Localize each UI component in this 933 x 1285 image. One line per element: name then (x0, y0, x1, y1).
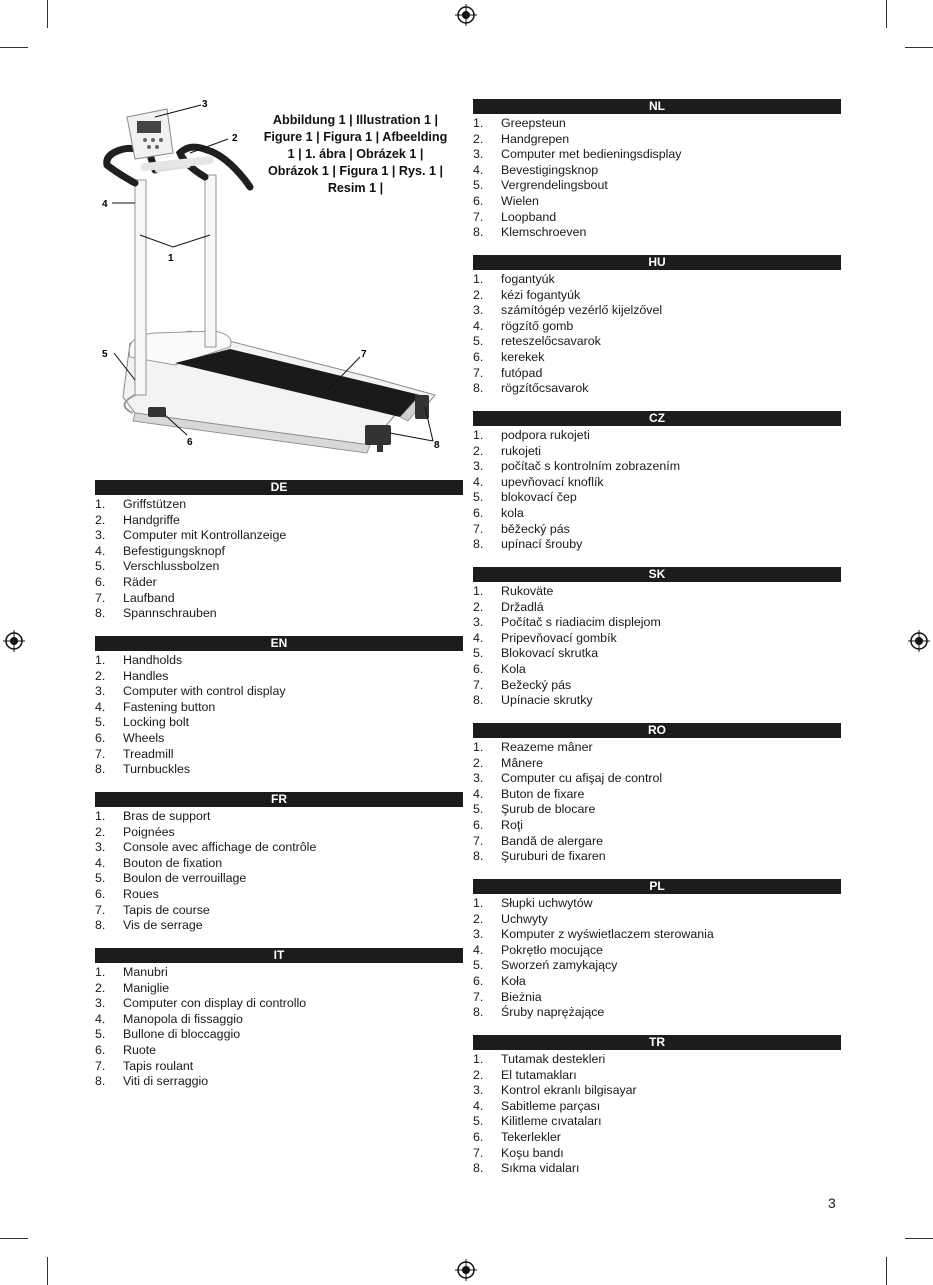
list-item: 8. Turnbuckles (95, 762, 191, 777)
list-item: 8. Klemschroeven (473, 225, 587, 240)
list-item: 1. Greepsteun (473, 116, 566, 130)
section-heading: TR (473, 1035, 841, 1050)
list-item: 2. Handgriffe (95, 512, 180, 527)
section-en (95, 636, 463, 778)
list-item: 7. Bežecký pás (473, 677, 572, 692)
list-item: 8. Upínacie skrutky (473, 693, 593, 708)
list-item: 5. Locking bolt (95, 715, 190, 730)
crop-mark (0, 1238, 28, 1239)
section-de (95, 480, 463, 622)
list-item: 5. Kilitleme cıvataları (473, 1114, 602, 1129)
list-item: 7. Tapis roulant (95, 1058, 194, 1073)
registration-mark-icon (455, 4, 477, 26)
list-item: 3. számítógép vezérlő kijelzővel (473, 303, 663, 318)
callout-label: 6 (187, 437, 193, 448)
list-item: 2. kézi fogantyúk (473, 287, 581, 302)
list-item: 4. Pripevňovací gombík (473, 630, 617, 645)
list-item: 8. rögzítőcsavarok (473, 381, 589, 396)
list-item: 5. Blokovací skrutka (473, 646, 599, 661)
list-item: 1. Handholds (95, 653, 183, 667)
list-item: 1. Manubri (95, 965, 168, 979)
crop-mark (886, 0, 887, 28)
list-item: 3. Console avec affichage de contrôle (95, 840, 317, 855)
section-heading: SK (473, 567, 841, 582)
list-item: 2. El tutamakları (473, 1067, 577, 1082)
section-nl (473, 99, 841, 241)
list-item: 6. Koła (473, 973, 526, 988)
list-item: 1. fogantyúk (473, 272, 555, 286)
list-item: 6. Ruote (95, 1042, 157, 1057)
list-item: 3. Počítač s riadiacim displejom (473, 615, 661, 630)
list-item: 2. Handgrepen (473, 131, 570, 146)
list-item: 3. Computer mit Kontrollanzeige (95, 528, 287, 543)
list-item: 6. Kola (473, 661, 526, 676)
callout-label: 8 (434, 440, 440, 451)
list-item: 7. Loopband (473, 209, 557, 224)
list-item: 4. Befestigungsknopf (95, 543, 225, 558)
list-item: 5. blokovací čep (473, 490, 577, 505)
list-item: 1. Bras de support (95, 809, 211, 823)
list-item: 1. Griffstützen (95, 497, 187, 511)
list-item: 6. kerekek (473, 349, 545, 364)
section-heading: HU (473, 255, 841, 270)
list-item: 4. Sabitleme parçası (473, 1098, 601, 1113)
list-item: 5. Vergrendelingsbout (473, 178, 608, 193)
list-item: 3. Computer con display di controllo (95, 996, 307, 1011)
list-item: 2. Poignées (95, 824, 175, 839)
list-item: 6. Roţi (473, 817, 524, 832)
list-item: 7. Koşu bandı (473, 1145, 564, 1160)
callout-label: 5 (102, 349, 108, 360)
callout-label: 1 (168, 253, 174, 264)
list-item: 5. reteszelőcsavarok (473, 334, 601, 349)
list-item: 7. futópad (473, 365, 543, 380)
section-ro (473, 723, 841, 865)
list-item: 7. Treadmill (95, 746, 174, 761)
list-item: 4. Manopola di fissaggio (95, 1011, 243, 1026)
list-item: 7. běžecký pás (473, 521, 570, 536)
list-item: 2. Handles (95, 668, 169, 683)
section-fr (95, 792, 463, 934)
list-item: 1. podpora rukojeti (473, 428, 590, 442)
list-item: 2. rukojeti (473, 443, 541, 458)
list-item: 3. počítač s kontrolním zobrazením (473, 459, 681, 474)
list-item: 8. Viti di serraggio (95, 1074, 209, 1089)
section-cz (473, 411, 841, 553)
list-item: 3. Computer with control display (95, 684, 286, 699)
list-item: 4. Pokrętło mocujące (473, 942, 603, 957)
section-heading: PL (473, 879, 841, 894)
list-item: 4. upevňovací knoflík (473, 474, 604, 489)
section-heading: IT (95, 948, 463, 963)
list-item: 4. Buton de fixare (473, 786, 585, 801)
crop-mark (47, 1257, 48, 1285)
list-item: 2. Mânere (473, 755, 544, 770)
list-item: 3. Computer cu afişaj de control (473, 771, 663, 786)
section-heading: RO (473, 723, 841, 738)
section-heading: EN (95, 636, 463, 651)
list-item: 8. Şuruburi de fixaren (473, 849, 606, 864)
list-item: 6. Wielen (473, 193, 539, 208)
list-item: 6. Wheels (95, 730, 165, 745)
list-item: 8. upínací šrouby (473, 537, 583, 552)
list-item: 8. Sıkma vidaları (473, 1161, 580, 1176)
list-item: 5. Boulon de verrouillage (95, 871, 247, 886)
list-item: 7. Tapis de course (95, 902, 210, 917)
list-item: 1. Słupki uchwytów (473, 896, 593, 910)
list-item: 8. Śruby naprężające (473, 1005, 605, 1020)
section-it (95, 948, 463, 1090)
list-item: 5. Verschlussbolzen (95, 559, 220, 574)
list-item: 6. kola (473, 505, 524, 520)
list-item: 1. Rukoväte (473, 584, 554, 598)
list-item: 4. rögzítő gomb (473, 318, 574, 333)
section-tr (473, 1035, 841, 1177)
list-item: 4. Bouton de fixation (95, 855, 223, 870)
crop-mark (886, 1257, 887, 1285)
list-item: 5. Sworzeń zamykający (473, 958, 618, 973)
list-item: 3. Komputer z wyświetlaczem sterowania (473, 927, 714, 942)
list-item: 2. Uchwyty (473, 911, 548, 926)
list-item: 2. Maniglie (95, 980, 170, 995)
section-heading: CZ (473, 411, 841, 426)
section-sk (473, 567, 841, 709)
list-item: 7. Laufband (95, 590, 175, 605)
list-item: 8. Vis de serrage (95, 918, 203, 933)
registration-mark-icon (3, 630, 25, 652)
registration-mark-icon (908, 630, 930, 652)
list-item: 6. Räder (95, 574, 157, 589)
list-item: 7. Bandă de alergare (473, 833, 603, 848)
list-item: 8. Spannschrauben (95, 606, 217, 621)
callout-label: 4 (102, 199, 108, 210)
section-heading: NL (473, 99, 841, 114)
list-item: 5. Şurub de blocare (473, 802, 596, 817)
list-item: 1. Reazeme mâner (473, 740, 593, 754)
crop-mark (905, 1238, 933, 1239)
section-heading: DE (95, 480, 463, 495)
list-item: 5. Bullone di bloccaggio (95, 1027, 241, 1042)
list-item: 1. Tutamak destekleri (473, 1052, 606, 1066)
list-item: 6. Tekerlekler (473, 1129, 561, 1144)
callout-label: 7 (361, 349, 367, 360)
section-heading: FR (95, 792, 463, 807)
registration-mark-icon (455, 1259, 477, 1281)
callout-label: 3 (202, 99, 208, 110)
list-item: 3. Kontrol ekranlı bilgisayar (473, 1083, 637, 1098)
figure-caption: Abbildung 1 | Illustration 1 | Figure 1 | Figura 1 | Afbeelding 1 | 1. ábra | Obrázek 1 | Obrázok 1 | Figura 1 | Rys. 1 | Resim 1 | (263, 113, 448, 195)
list-item: 2. Držadlá (473, 599, 544, 614)
page-number: 3 (828, 1195, 836, 1211)
callout-label: 2 (232, 133, 238, 144)
crop-mark (47, 0, 48, 28)
list-item: 3. Computer met bedieningsdisplay (473, 147, 682, 162)
section-pl (473, 879, 841, 1021)
list-item: 4. Fastening button (95, 699, 216, 714)
section-hu (473, 255, 841, 397)
crop-mark (905, 47, 933, 48)
list-item: 6. Roues (95, 886, 159, 901)
list-item: 7. Bieżnia (473, 989, 542, 1004)
crop-mark (0, 47, 28, 48)
list-item: 4. Bevestigingsknop (473, 162, 599, 177)
